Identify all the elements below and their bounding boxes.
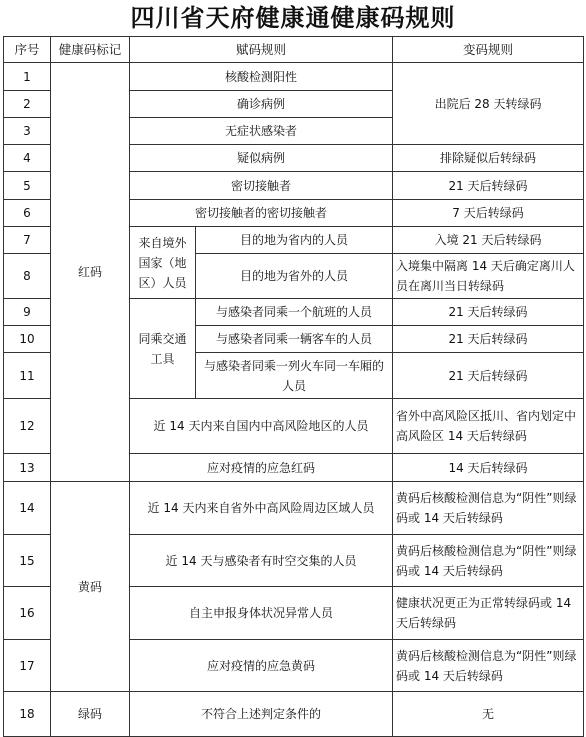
row-number: 3: [4, 118, 51, 145]
change-rule: 21 天后转绿码: [393, 172, 584, 200]
header-seq: 序号: [4, 37, 51, 63]
assign-rule: 确诊病例: [130, 91, 393, 118]
change-rule: 14 天后转绿码: [393, 454, 584, 482]
change-rule: 无: [393, 692, 584, 737]
assign-rule: 应对疫情的应急黄码: [130, 640, 393, 692]
row-number: 18: [4, 692, 51, 737]
change-rule: 入境 21 天后转绿码: [393, 227, 584, 254]
assign-rule: 核酸检测阳性: [130, 63, 393, 91]
change-rule: 健康状况更正为正常转绿码或 14 天后转绿码: [393, 587, 584, 640]
row-number: 13: [4, 454, 51, 482]
change-rule: 省外中高风险区抵川、省内划定中高风险区 14 天后转绿码: [393, 399, 584, 454]
change-rule: 黄码后核酸检测信息为“阴性”则绿码或 14 天后转绿码: [393, 535, 584, 587]
group-abroad: 来自境外国家（地区）人员: [130, 227, 196, 299]
assign-rule: 无症状感染者: [130, 118, 393, 145]
header-mark: 健康码标记: [51, 37, 130, 63]
row-number: 1: [4, 63, 51, 91]
table-row: [4, 482, 584, 535]
change-rule: 黄码后核酸检测信息为“阴性”则绿码或 14 天后转绿码: [393, 640, 584, 692]
page-title: 四川省天府健康通健康码规则: [130, 3, 456, 32]
row-number: 11: [4, 353, 51, 399]
code-yellow: 黄码: [51, 482, 130, 692]
assign-rule: 疑似病例: [130, 145, 393, 172]
row-number: 6: [4, 200, 51, 227]
table-row: [4, 63, 584, 91]
assign-rule: 自主申报身体状况异常人员: [130, 587, 393, 640]
row-number: 8: [4, 254, 51, 299]
row-number: 16: [4, 587, 51, 640]
assign-rule: 近 14 天内来自省外中高风险周边区域人员: [130, 482, 393, 535]
code-red: 红码: [51, 63, 130, 482]
assign-rule: 与感染者同乘一辆客车的人员: [196, 326, 393, 353]
table-row: [4, 692, 584, 737]
assign-rule: 目的地为省内的人员: [196, 227, 393, 254]
change-rule: 7 天后转绿码: [393, 200, 584, 227]
row-number: 15: [4, 535, 51, 587]
row-number: 5: [4, 172, 51, 200]
row-number: 4: [4, 145, 51, 172]
assign-rule: 密切接触者的密切接触者: [130, 200, 393, 227]
row-number: 17: [4, 640, 51, 692]
row-number: 7: [4, 227, 51, 254]
assign-rule: 密切接触者: [130, 172, 393, 200]
row-number: 9: [4, 299, 51, 326]
assign-rule: 应对疫情的应急红码: [130, 454, 393, 482]
change-rule: 出院后 28 天转绿码: [393, 63, 584, 145]
change-rule: 入境集中隔离 14 天后确定离川人员在离川当日转绿码: [393, 254, 584, 299]
header-change: 变码规则: [393, 37, 584, 63]
code-green: 绿码: [51, 692, 130, 737]
change-rule: 黄码后核酸检测信息为“阴性”则绿码或 14 天后转绿码: [393, 482, 584, 535]
assign-rule: 与感染者同乘一列火车同一车厢的人员: [196, 353, 393, 399]
health-code-rules-table: [3, 36, 584, 737]
change-rule: 21 天后转绿码: [393, 299, 584, 326]
header-row: [4, 37, 584, 63]
row-number: 14: [4, 482, 51, 535]
assign-rule: 目的地为省外的人员: [196, 254, 393, 299]
assign-rule: 近 14 天与感染者有时空交集的人员: [130, 535, 393, 587]
assign-rule: 与感染者同乘一个航班的人员: [196, 299, 393, 326]
assign-rule: 近 14 天内来自国内中高风险地区的人员: [130, 399, 393, 454]
row-number: 10: [4, 326, 51, 353]
row-number: 12: [4, 399, 51, 454]
group-transport: 同乘交通工具: [130, 299, 196, 399]
header-assign: 赋码规则: [130, 37, 393, 63]
change-rule: 21 天后转绿码: [393, 353, 584, 399]
assign-rule: 不符合上述判定条件的: [130, 692, 393, 737]
row-number: 2: [4, 91, 51, 118]
change-rule: 排除疑似后转绿码: [393, 145, 584, 172]
change-rule: 21 天后转绿码: [393, 326, 584, 353]
